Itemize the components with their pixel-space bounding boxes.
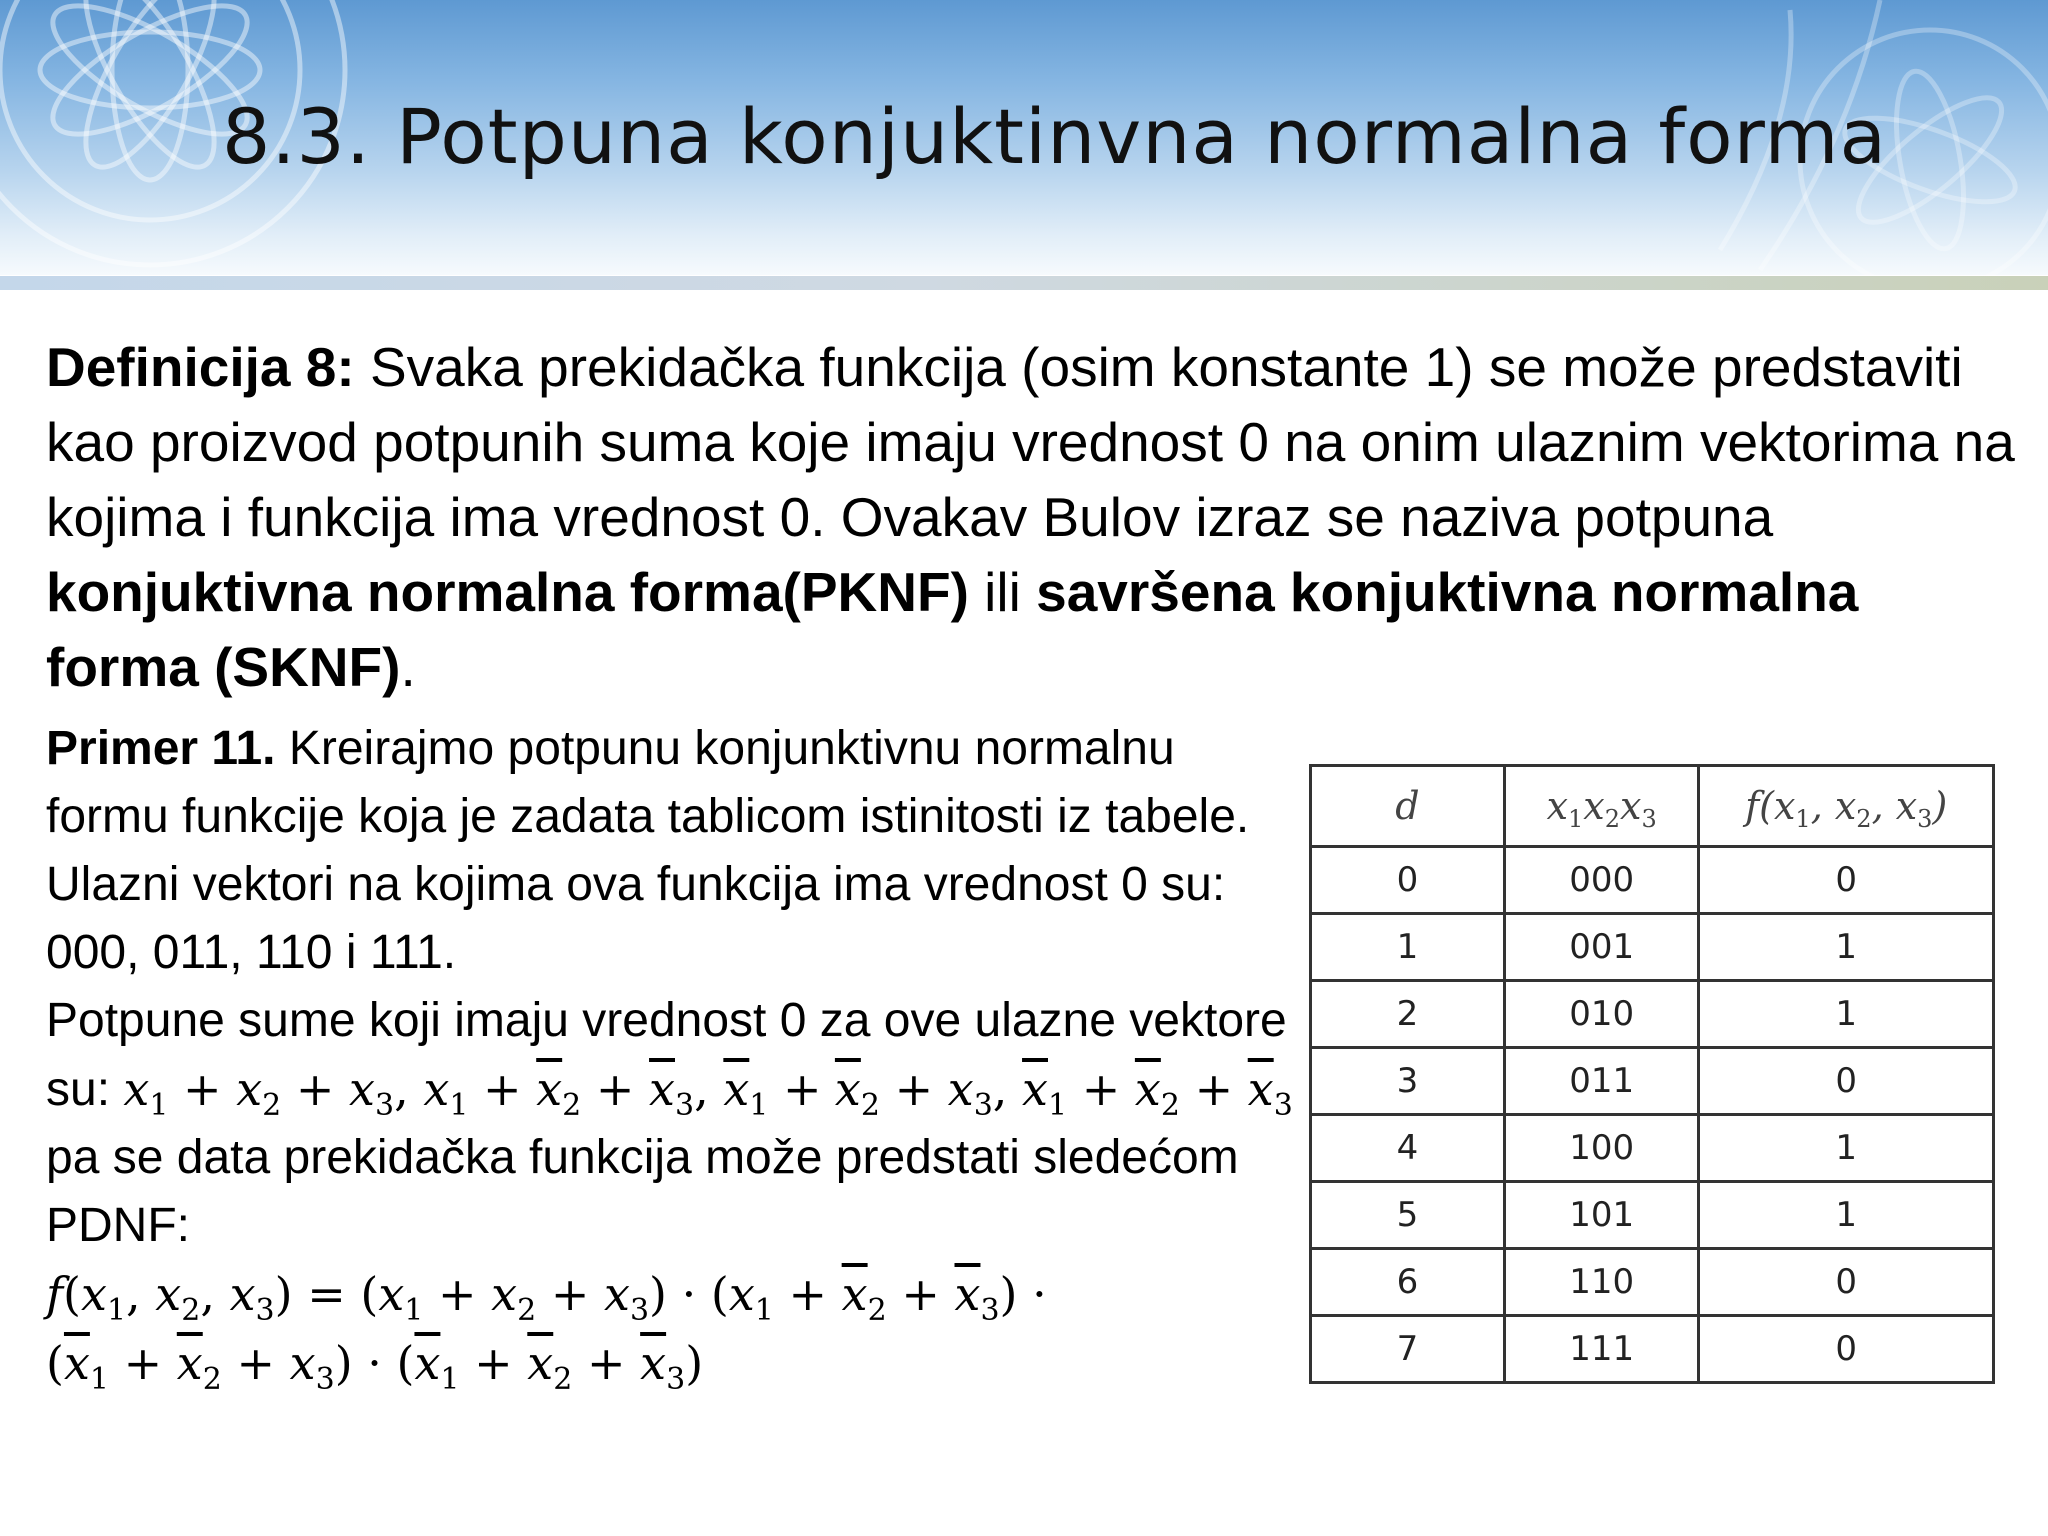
definition-term-sknf: savršena konjuktivna normalna forma (SKNF) (46, 561, 1859, 698)
truth-table-container (1309, 764, 1995, 1384)
slide-title: 8.3. Potpuna konjuktinvna normalna forma (222, 92, 1888, 181)
cell-inputs: 011 (1504, 1048, 1698, 1115)
table-row (1311, 847, 1994, 914)
cell-d: 1 (1311, 914, 1505, 981)
table-row (1311, 1048, 1994, 1115)
definition-paragraph (46, 330, 2021, 705)
sum-terms-formula-cont: $\overline{x}_2 + x_3$, $\overline{x}_1 + \overline{x}_2 + \overline{x}_3$ (834, 1062, 1293, 1123)
cell-f: 1 (1699, 914, 1994, 981)
cell-f: 0 (1699, 847, 1994, 914)
cell-d: 2 (1311, 981, 1505, 1048)
cell-d: 0 (1311, 847, 1505, 914)
example-text-4: pa se data prekidačka funkcija može predstati sledećom PDNF: (46, 1131, 1239, 1252)
header-function: $f(x_1$, $x_2$, $x_3$) (1699, 766, 1994, 847)
cell-inputs: 010 (1504, 981, 1698, 1048)
definition-text-2: ili (968, 561, 1037, 623)
truth-table-header-row (1311, 766, 1994, 847)
slide-header-band (0, 0, 2048, 275)
example-label: Primer 11. (46, 722, 276, 775)
cell-f: 1 (1699, 1115, 1994, 1182)
cell-d: 3 (1311, 1048, 1505, 1115)
cell-inputs: 100 (1504, 1115, 1698, 1182)
cell-inputs: 001 (1504, 914, 1698, 981)
sknf-formula-line-2: $(\overline{x}_1 + \overline{x}_2 + x_3) \cdot (\overline{x}_1 + \overline{x}_2 + \overline{x}_3)$ (46, 1336, 704, 1397)
header-divider (0, 276, 2048, 290)
cell-f: 1 (1699, 981, 1994, 1048)
cell-d: 6 (1311, 1249, 1505, 1316)
cell-d: 4 (1311, 1115, 1505, 1182)
table-row (1311, 1115, 1994, 1182)
definition-text-1: Svaka prekidačka funkcija (osim konstante 1) se može predstaviti kao proizvod potpunih suma koje imaju vrednost 0 na onim ulaznim vektorima na kojima i funkcija ima vrednost 0. Ovakav Bulov izraz se naziva potpuna (46, 336, 2015, 548)
cell-inputs: 101 (1504, 1182, 1698, 1249)
definition-label: Definicija 8: (46, 336, 355, 398)
cell-f: 0 (1699, 1048, 1994, 1115)
header-inputs: $x_1x_2x_3$ (1504, 766, 1698, 847)
cell-f: 1 (1699, 1182, 1994, 1249)
sum-terms-formula: $x_1 + x_2 + x_3$, $x_1 + \overline{x}_2 + \overline{x}_3$, $\overline{x}_1$ + (123, 1062, 822, 1123)
cell-inputs: 110 (1504, 1249, 1698, 1316)
cell-f: 0 (1699, 1249, 1994, 1316)
sknf-formula-line-1: $f(x_1$, $x_2$, $x_3) = (x_1 + x_2 + x_3) \cdot (x_1 + \overline{x}_2 + \overline{x}_3)$ · (46, 1267, 1047, 1328)
example-text-3: Potpune sume koji imaju vrednost 0 za ove ulazne vektore su: (46, 994, 1287, 1116)
cell-d: 7 (1311, 1316, 1505, 1383)
cell-f: 0 (1699, 1316, 1994, 1383)
table-row (1311, 1249, 1994, 1316)
cell-inputs: 000 (1504, 847, 1698, 914)
cell-d: 5 (1311, 1182, 1505, 1249)
cell-inputs: 111 (1504, 1316, 1698, 1383)
header-d: d (1311, 766, 1505, 847)
truth-table (1309, 764, 1995, 1384)
example-text-1: Kreirajmo potpunu konjunktivnu normalnu formu funkcije koja je zadata tablicom istinitosti iz tabele. (46, 722, 1250, 843)
definition-term-pknf: konjuktivna normalna forma(PKNF) (46, 561, 969, 623)
table-row (1311, 1182, 1994, 1249)
example-text-2: Ulazni vektori na kojima ova funkcija ima vrednost 0 su: 000, 011, 110 i 111. (46, 858, 1226, 979)
example-paragraph (46, 715, 1306, 1398)
table-row (1311, 981, 1994, 1048)
table-row (1311, 1316, 1994, 1383)
definition-text-3: . (400, 636, 416, 698)
table-row (1311, 914, 1994, 981)
